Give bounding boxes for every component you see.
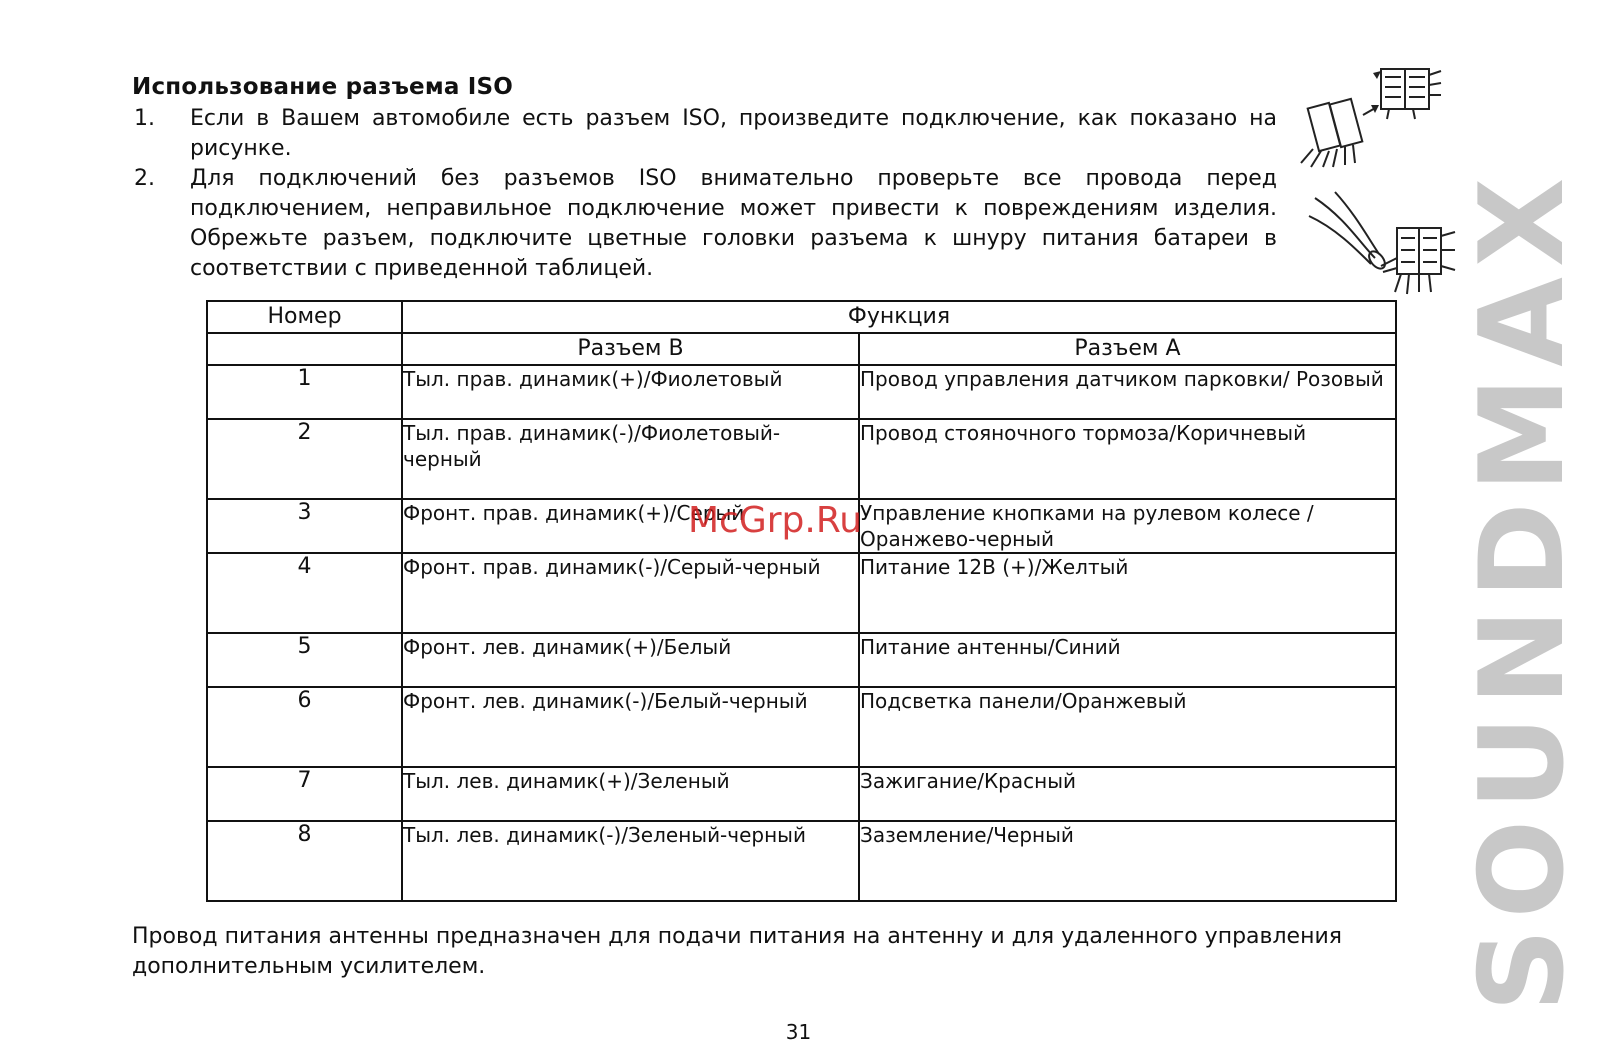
table-subheader-row [207, 333, 1396, 365]
header-number: Номер [207, 301, 402, 333]
pin-number: 1 [207, 365, 402, 419]
connector-b-cell: Тыл. лев. динамик(+)/Зеленый [402, 767, 859, 821]
table-row [207, 419, 1396, 499]
connector-a-cell: Провод стояночного тормоза/Коричневый [859, 419, 1396, 499]
pin-number: 8 [207, 821, 402, 901]
subheader-connector-a: Разъем А [859, 333, 1396, 365]
connector-a-cell: Заземление/Черный [859, 821, 1396, 901]
page-number: 31 [785, 1020, 812, 1044]
subheader-empty [207, 333, 402, 365]
table-row [207, 553, 1396, 633]
watermark: McGrp.Ru [688, 500, 863, 541]
connector-b-cell: Тыл. лев. динамик(-)/Зеленый-черный [402, 821, 859, 901]
item-number: 2. [134, 166, 155, 191]
pin-number: 3 [207, 499, 402, 553]
connector-a-cell: Подсветка панели/Оранжевый [859, 687, 1396, 767]
instruction-item [132, 164, 1277, 284]
section-heading: Использование разъема ISO [132, 74, 514, 100]
connector-a-cell: Управление кнопками на рулевом колесе / Оранжево-черный [859, 499, 1396, 553]
connector-b-cell: Фронт. прав. динамик(+)/Серый [402, 499, 859, 553]
table-row [207, 821, 1396, 901]
connector-b-cell: Фронт. прав. динамик(-)/Серый-черный [402, 553, 859, 633]
header-function: Функция [402, 301, 1396, 333]
connector-b-cell: Тыл. прав. динамик(+)/Фиолетовый [402, 365, 859, 419]
connector-b-cell: Фронт. лев. динамик(-)/Белый-черный [402, 687, 859, 767]
instruction-list [132, 104, 1277, 284]
wire-cutting-illustration [1305, 188, 1460, 298]
table-header-row [207, 301, 1396, 333]
wiring-table [206, 300, 1397, 902]
brand-logo-vertical: SOUNDMAX [1455, 167, 1590, 1012]
table-row [207, 687, 1396, 767]
connector-b-cell: Фронт. лев. динамик(+)/Белый [402, 633, 859, 687]
connector-a-cell: Провод управления датчиком парковки/ Розовый [859, 365, 1396, 419]
instruction-item [132, 104, 1277, 164]
table-row [207, 633, 1396, 687]
item-text: Если в Вашем автомобиле есть разъем ISO, произведите подключение, как показано на рисунке. [190, 106, 1277, 161]
item-text: Для подключений без разъемов ISO внимательно проверьте все провода перед подключением, неправильное подключение может привести к повреждениям изделия. Обрежьте разъем, подключите цветные головки разъема к шнуру питания батареи в соответствии с приведенной таблицей. [190, 166, 1277, 281]
table-row [207, 365, 1396, 419]
pin-number: 4 [207, 553, 402, 633]
connector-a-cell: Питание антенны/Синий [859, 633, 1396, 687]
subheader-connector-b: Разъем В [402, 333, 859, 365]
connector-a-cell: Зажигание/Красный [859, 767, 1396, 821]
table-row [207, 767, 1396, 821]
pin-number: 2 [207, 419, 402, 499]
pin-number: 5 [207, 633, 402, 687]
connector-a-cell: Питание 12В (+)/Желтый [859, 553, 1396, 633]
pin-number: 6 [207, 687, 402, 767]
iso-connector-illustration [1293, 55, 1443, 170]
footnote-text: Провод питания антенны предназначен для подачи питания на антенну и для удаленного управления дополнительным усилителем. [132, 924, 1342, 979]
item-number: 1. [134, 106, 155, 131]
pin-number: 7 [207, 767, 402, 821]
connector-b-cell: Тыл. прав. динамик(-)/Фиолетовый-черный [402, 419, 859, 499]
